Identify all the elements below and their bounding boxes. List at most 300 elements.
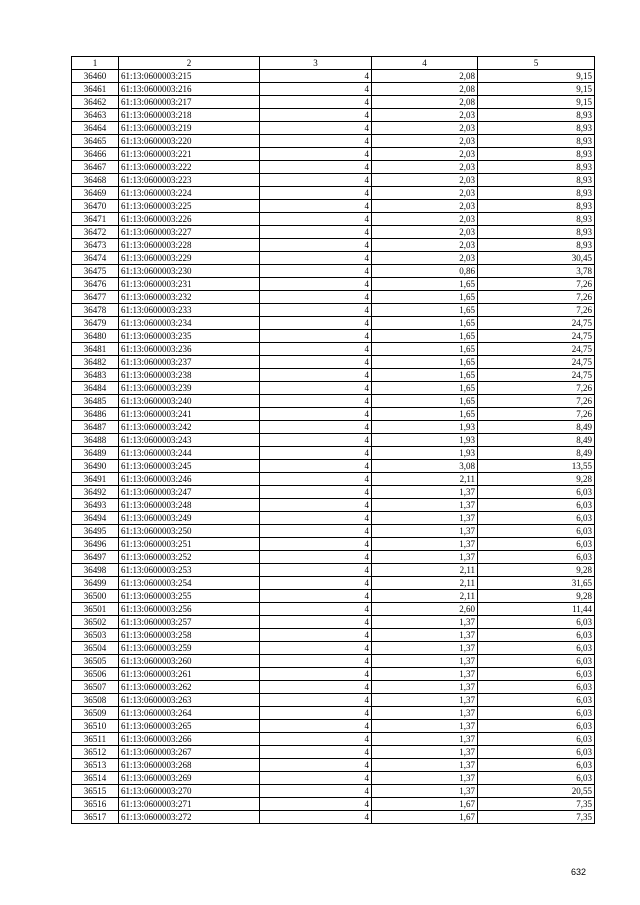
column-4-cell: 1,37	[372, 772, 478, 785]
column-4-cell: 1,65	[372, 369, 478, 382]
column-4-cell: 1,65	[372, 291, 478, 304]
cadastral-number-cell: 61:13:0600003:243	[119, 434, 260, 447]
column-3-cell: 4	[260, 135, 372, 148]
table-header	[72, 57, 595, 70]
cadastral-number-cell: 61:13:0600003:250	[119, 525, 260, 538]
cadastral-number-cell: 61:13:0600003:263	[119, 694, 260, 707]
column-5-cell: 8,49	[478, 447, 595, 460]
column-4-cell: 1,65	[372, 356, 478, 369]
cadastral-number-cell: 61:13:0600003:265	[119, 720, 260, 733]
column-3-cell: 4	[260, 265, 372, 278]
table-row	[72, 720, 595, 733]
column-4-cell: 2,03	[372, 148, 478, 161]
row-number-cell: 36499	[72, 577, 119, 590]
cadastral-number-cell: 61:13:0600003:246	[119, 473, 260, 486]
column-3-cell: 4	[260, 239, 372, 252]
column-5-cell: 6,03	[478, 720, 595, 733]
row-number-cell: 36485	[72, 395, 119, 408]
column-4-cell: 0,86	[372, 265, 478, 278]
table-row	[72, 460, 595, 473]
column-4-cell: 1,65	[372, 382, 478, 395]
table-row	[72, 590, 595, 603]
column-4-cell: 2,03	[372, 187, 478, 200]
row-number-cell: 36475	[72, 265, 119, 278]
column-3-cell: 4	[260, 70, 372, 83]
cadastral-number-cell: 61:13:0600003:258	[119, 629, 260, 642]
column-3-cell: 4	[260, 616, 372, 629]
column-3-cell: 4	[260, 590, 372, 603]
cadastral-number-cell: 61:13:0600003:216	[119, 83, 260, 96]
column-5-cell: 7,26	[478, 395, 595, 408]
row-number-cell: 36468	[72, 174, 119, 187]
column-4-cell: 1,37	[372, 525, 478, 538]
table-row	[72, 187, 595, 200]
cadastral-number-cell: 61:13:0600003:269	[119, 772, 260, 785]
table-row	[72, 772, 595, 785]
column-3-cell: 4	[260, 252, 372, 265]
table-row	[72, 434, 595, 447]
cadastral-number-cell: 61:13:0600003:270	[119, 785, 260, 798]
row-number-cell: 36494	[72, 512, 119, 525]
column-5-cell: 6,03	[478, 668, 595, 681]
row-number-cell: 36495	[72, 525, 119, 538]
row-number-cell: 36502	[72, 616, 119, 629]
column-5-cell: 8,93	[478, 122, 595, 135]
cadastral-number-cell: 61:13:0600003:228	[119, 239, 260, 252]
row-number-cell: 36500	[72, 590, 119, 603]
column-5-cell: 3,78	[478, 265, 595, 278]
row-number-cell: 36513	[72, 759, 119, 772]
table-row	[72, 733, 595, 746]
cadastral-number-cell: 61:13:0600003:245	[119, 460, 260, 473]
cadastral-number-cell: 61:13:0600003:215	[119, 70, 260, 83]
table-row	[72, 395, 595, 408]
column-5-cell: 20,55	[478, 785, 595, 798]
row-number-cell: 36492	[72, 486, 119, 499]
column-3-cell: 4	[260, 668, 372, 681]
cadastral-number-cell: 61:13:0600003:217	[119, 96, 260, 109]
column-3-cell: 4	[260, 577, 372, 590]
table-row	[72, 252, 595, 265]
column-3-cell: 4	[260, 213, 372, 226]
row-number-cell: 36466	[72, 148, 119, 161]
cadastral-number-cell: 61:13:0600003:233	[119, 304, 260, 317]
row-number-cell: 36460	[72, 70, 119, 83]
table-row	[72, 473, 595, 486]
column-4-cell: 2,08	[372, 83, 478, 96]
table-row	[72, 122, 595, 135]
column-5-cell: 7,26	[478, 304, 595, 317]
column-4-cell: 2,03	[372, 135, 478, 148]
row-number-cell: 36480	[72, 330, 119, 343]
table-row	[72, 83, 595, 96]
column-3-cell: 4	[260, 798, 372, 811]
row-number-cell: 36510	[72, 720, 119, 733]
row-number-cell: 36465	[72, 135, 119, 148]
row-number-cell: 36470	[72, 200, 119, 213]
column-5-cell: 13,55	[478, 460, 595, 473]
column-5-cell: 6,03	[478, 655, 595, 668]
column-3-cell: 4	[260, 96, 372, 109]
column-5-cell: 8,93	[478, 226, 595, 239]
cadastral-number-cell: 61:13:0600003:227	[119, 226, 260, 239]
column-3-cell: 4	[260, 278, 372, 291]
table-row	[72, 343, 595, 356]
table-row	[72, 291, 595, 304]
row-number-cell: 36461	[72, 83, 119, 96]
cadastral-number-cell: 61:13:0600003:222	[119, 161, 260, 174]
row-number-cell: 36496	[72, 538, 119, 551]
column-4-cell: 2,11	[372, 473, 478, 486]
header-cell-4: 4	[372, 57, 478, 70]
column-3-cell: 4	[260, 486, 372, 499]
cadastral-number-cell: 61:13:0600003:219	[119, 122, 260, 135]
table-row	[72, 616, 595, 629]
column-4-cell: 1,65	[372, 330, 478, 343]
column-4-cell: 1,65	[372, 317, 478, 330]
column-5-cell: 6,03	[478, 694, 595, 707]
column-3-cell: 4	[260, 421, 372, 434]
column-4-cell: 1,37	[372, 707, 478, 720]
row-number-cell: 36477	[72, 291, 119, 304]
column-3-cell: 4	[260, 551, 372, 564]
row-number-cell: 36486	[72, 408, 119, 421]
row-number-cell: 36478	[72, 304, 119, 317]
row-number-cell: 36463	[72, 109, 119, 122]
table-row	[72, 603, 595, 616]
table-row	[72, 746, 595, 759]
cadastral-number-cell: 61:13:0600003:271	[119, 798, 260, 811]
table-row	[72, 512, 595, 525]
column-4-cell: 1,37	[372, 785, 478, 798]
column-5-cell: 8,93	[478, 213, 595, 226]
column-4-cell: 3,08	[372, 460, 478, 473]
header-cell-1: 1	[72, 57, 119, 70]
column-4-cell: 2,08	[372, 70, 478, 83]
row-number-cell: 36504	[72, 642, 119, 655]
column-3-cell: 4	[260, 460, 372, 473]
column-5-cell: 6,03	[478, 772, 595, 785]
header-cell-2: 2	[119, 57, 260, 70]
column-4-cell: 1,93	[372, 434, 478, 447]
cadastral-number-cell: 61:13:0600003:255	[119, 590, 260, 603]
column-4-cell: 2,03	[372, 239, 478, 252]
column-4-cell: 2,03	[372, 226, 478, 239]
column-5-cell: 6,03	[478, 707, 595, 720]
column-4-cell: 1,37	[372, 681, 478, 694]
row-number-cell: 36506	[72, 668, 119, 681]
column-4-cell: 1,37	[372, 759, 478, 772]
column-3-cell: 4	[260, 512, 372, 525]
column-3-cell: 4	[260, 382, 372, 395]
cadastral-number-cell: 61:13:0600003:223	[119, 174, 260, 187]
row-number-cell: 36498	[72, 564, 119, 577]
column-3-cell: 4	[260, 304, 372, 317]
row-number-cell: 36472	[72, 226, 119, 239]
column-5-cell: 8,93	[478, 135, 595, 148]
table-row	[72, 161, 595, 174]
column-4-cell: 1,65	[372, 343, 478, 356]
cadastral-number-cell: 61:13:0600003:252	[119, 551, 260, 564]
row-number-cell: 36514	[72, 772, 119, 785]
row-number-cell: 36516	[72, 798, 119, 811]
column-3-cell: 4	[260, 317, 372, 330]
column-5-cell: 6,03	[478, 616, 595, 629]
column-5-cell: 7,26	[478, 278, 595, 291]
row-number-cell: 36509	[72, 707, 119, 720]
column-4-cell: 2,03	[372, 109, 478, 122]
column-3-cell: 4	[260, 785, 372, 798]
table-row	[72, 447, 595, 460]
row-number-cell: 36469	[72, 187, 119, 200]
column-4-cell: 1,65	[372, 408, 478, 421]
cadastral-number-cell: 61:13:0600003:248	[119, 499, 260, 512]
column-4-cell: 1,67	[372, 798, 478, 811]
column-3-cell: 4	[260, 148, 372, 161]
row-number-cell: 36464	[72, 122, 119, 135]
row-number-cell: 36487	[72, 421, 119, 434]
column-3-cell: 4	[260, 525, 372, 538]
column-3-cell: 4	[260, 642, 372, 655]
column-4-cell: 2,60	[372, 603, 478, 616]
cadastral-number-cell: 61:13:0600003:264	[119, 707, 260, 720]
table-row	[72, 408, 595, 421]
column-3-cell: 4	[260, 733, 372, 746]
cadastral-number-cell: 61:13:0600003:235	[119, 330, 260, 343]
column-5-cell: 31,65	[478, 577, 595, 590]
table-row	[72, 551, 595, 564]
row-number-cell: 36517	[72, 811, 119, 824]
column-3-cell: 4	[260, 226, 372, 239]
column-5-cell: 6,03	[478, 551, 595, 564]
column-5-cell: 7,26	[478, 382, 595, 395]
column-5-cell: 7,26	[478, 408, 595, 421]
cadastral-number-cell: 61:13:0600003:231	[119, 278, 260, 291]
table-row	[72, 148, 595, 161]
column-5-cell: 9,28	[478, 473, 595, 486]
column-5-cell: 9,15	[478, 83, 595, 96]
row-number-cell: 36501	[72, 603, 119, 616]
column-5-cell: 9,15	[478, 96, 595, 109]
row-number-cell: 36507	[72, 681, 119, 694]
row-number-cell: 36490	[72, 460, 119, 473]
table-row	[72, 564, 595, 577]
column-4-cell: 1,93	[372, 447, 478, 460]
cadastral-number-cell: 61:13:0600003:236	[119, 343, 260, 356]
row-number-cell: 36483	[72, 369, 119, 382]
column-5-cell: 9,15	[478, 70, 595, 83]
column-4-cell: 1,65	[372, 395, 478, 408]
row-number-cell: 36503	[72, 629, 119, 642]
column-5-cell: 6,03	[478, 629, 595, 642]
column-5-cell: 24,75	[478, 317, 595, 330]
cadastral-number-cell: 61:13:0600003:220	[119, 135, 260, 148]
column-4-cell: 2,03	[372, 122, 478, 135]
row-number-cell: 36467	[72, 161, 119, 174]
column-5-cell: 6,03	[478, 525, 595, 538]
table-row	[72, 382, 595, 395]
row-number-cell: 36493	[72, 499, 119, 512]
row-number-cell: 36488	[72, 434, 119, 447]
row-number-cell: 36489	[72, 447, 119, 460]
cadastral-number-cell: 61:13:0600003:229	[119, 252, 260, 265]
column-3-cell: 4	[260, 395, 372, 408]
table-row	[72, 421, 595, 434]
column-5-cell: 11,44	[478, 603, 595, 616]
column-3-cell: 4	[260, 174, 372, 187]
table-row	[72, 330, 595, 343]
column-4-cell: 1,37	[372, 655, 478, 668]
column-5-cell: 9,28	[478, 590, 595, 603]
table-row	[72, 655, 595, 668]
column-3-cell: 4	[260, 187, 372, 200]
column-5-cell: 6,03	[478, 746, 595, 759]
column-5-cell: 8,93	[478, 174, 595, 187]
column-5-cell: 24,75	[478, 343, 595, 356]
column-4-cell: 1,37	[372, 746, 478, 759]
table-row	[72, 499, 595, 512]
column-3-cell: 4	[260, 447, 372, 460]
cadastral-number-cell: 61:13:0600003:272	[119, 811, 260, 824]
column-3-cell: 4	[260, 434, 372, 447]
table-row	[72, 213, 595, 226]
column-4-cell: 1,37	[372, 512, 478, 525]
column-4-cell: 1,37	[372, 668, 478, 681]
column-3-cell: 4	[260, 811, 372, 824]
column-5-cell: 8,49	[478, 434, 595, 447]
column-4-cell: 1,65	[372, 304, 478, 317]
column-3-cell: 4	[260, 122, 372, 135]
row-number-cell: 36505	[72, 655, 119, 668]
column-5-cell: 7,26	[478, 291, 595, 304]
column-4-cell: 1,37	[372, 720, 478, 733]
table-body	[72, 70, 595, 824]
column-5-cell: 7,35	[478, 798, 595, 811]
column-3-cell: 4	[260, 538, 372, 551]
cadastral-number-cell: 61:13:0600003:251	[119, 538, 260, 551]
table-row	[72, 304, 595, 317]
table-row	[72, 278, 595, 291]
column-4-cell: 1,37	[372, 499, 478, 512]
cadastral-number-cell: 61:13:0600003:230	[119, 265, 260, 278]
column-5-cell: 8,93	[478, 109, 595, 122]
column-3-cell: 4	[260, 720, 372, 733]
row-number-cell: 36476	[72, 278, 119, 291]
table-row	[72, 759, 595, 772]
table-row	[72, 811, 595, 824]
column-4-cell: 1,37	[372, 629, 478, 642]
cadastral-number-cell: 61:13:0600003:256	[119, 603, 260, 616]
row-number-cell: 36512	[72, 746, 119, 759]
table-row	[72, 226, 595, 239]
cadastral-number-cell: 61:13:0600003:247	[119, 486, 260, 499]
table-row	[72, 174, 595, 187]
table-row	[72, 525, 595, 538]
cadastral-number-cell: 61:13:0600003:254	[119, 577, 260, 590]
row-number-cell: 36471	[72, 213, 119, 226]
column-4-cell: 1,93	[372, 421, 478, 434]
column-5-cell: 8,49	[478, 421, 595, 434]
column-3-cell: 4	[260, 408, 372, 421]
cadastral-number-cell: 61:13:0600003:237	[119, 356, 260, 369]
column-4-cell: 1,37	[372, 551, 478, 564]
column-5-cell: 6,03	[478, 499, 595, 512]
cadastral-number-cell: 61:13:0600003:218	[119, 109, 260, 122]
cadastral-number-cell: 61:13:0600003:253	[119, 564, 260, 577]
table-row	[72, 200, 595, 213]
cadastral-number-cell: 61:13:0600003:261	[119, 668, 260, 681]
column-4-cell: 2,11	[372, 564, 478, 577]
column-5-cell: 6,03	[478, 512, 595, 525]
page-number: 632	[571, 867, 587, 877]
column-3-cell: 4	[260, 655, 372, 668]
header-cell-5: 5	[478, 57, 595, 70]
table-row	[72, 265, 595, 278]
column-5-cell: 7,35	[478, 811, 595, 824]
column-3-cell: 4	[260, 473, 372, 486]
column-5-cell: 6,03	[478, 759, 595, 772]
column-5-cell: 6,03	[478, 642, 595, 655]
column-3-cell: 4	[260, 772, 372, 785]
document-sheet	[71, 56, 592, 824]
column-5-cell: 24,75	[478, 330, 595, 343]
cadastral-number-cell: 61:13:0600003:242	[119, 421, 260, 434]
cadastral-number-cell: 61:13:0600003:240	[119, 395, 260, 408]
column-3-cell: 4	[260, 603, 372, 616]
column-4-cell: 2,03	[372, 213, 478, 226]
column-4-cell: 1,37	[372, 733, 478, 746]
column-4-cell: 2,03	[372, 161, 478, 174]
cadastral-number-cell: 61:13:0600003:224	[119, 187, 260, 200]
row-number-cell: 36508	[72, 694, 119, 707]
cadastral-number-cell: 61:13:0600003:225	[119, 200, 260, 213]
table-row	[72, 668, 595, 681]
column-5-cell: 24,75	[478, 369, 595, 382]
column-5-cell: 8,93	[478, 239, 595, 252]
cadastral-number-cell: 61:13:0600003:257	[119, 616, 260, 629]
column-3-cell: 4	[260, 83, 372, 96]
column-5-cell: 8,93	[478, 187, 595, 200]
cadastral-number-cell: 61:13:0600003:244	[119, 447, 260, 460]
column-4-cell: 1,37	[372, 486, 478, 499]
column-3-cell: 4	[260, 161, 372, 174]
column-4-cell: 2,11	[372, 590, 478, 603]
column-4-cell: 1,65	[372, 278, 478, 291]
table-row	[72, 317, 595, 330]
column-4-cell: 2,03	[372, 174, 478, 187]
header-row	[72, 57, 595, 70]
column-5-cell: 8,93	[478, 148, 595, 161]
cadastral-number-cell: 61:13:0600003:239	[119, 382, 260, 395]
table-row	[72, 629, 595, 642]
table-row	[72, 135, 595, 148]
column-3-cell: 4	[260, 707, 372, 720]
row-number-cell: 36511	[72, 733, 119, 746]
column-3-cell: 4	[260, 746, 372, 759]
column-3-cell: 4	[260, 356, 372, 369]
cadastral-number-cell: 61:13:0600003:266	[119, 733, 260, 746]
cadastral-number-cell: 61:13:0600003:260	[119, 655, 260, 668]
column-4-cell: 1,37	[372, 694, 478, 707]
column-3-cell: 4	[260, 200, 372, 213]
row-number-cell: 36462	[72, 96, 119, 109]
row-number-cell: 36491	[72, 473, 119, 486]
column-5-cell: 8,93	[478, 161, 595, 174]
row-number-cell: 36497	[72, 551, 119, 564]
column-3-cell: 4	[260, 343, 372, 356]
cadastral-number-cell: 61:13:0600003:268	[119, 759, 260, 772]
table-row	[72, 577, 595, 590]
